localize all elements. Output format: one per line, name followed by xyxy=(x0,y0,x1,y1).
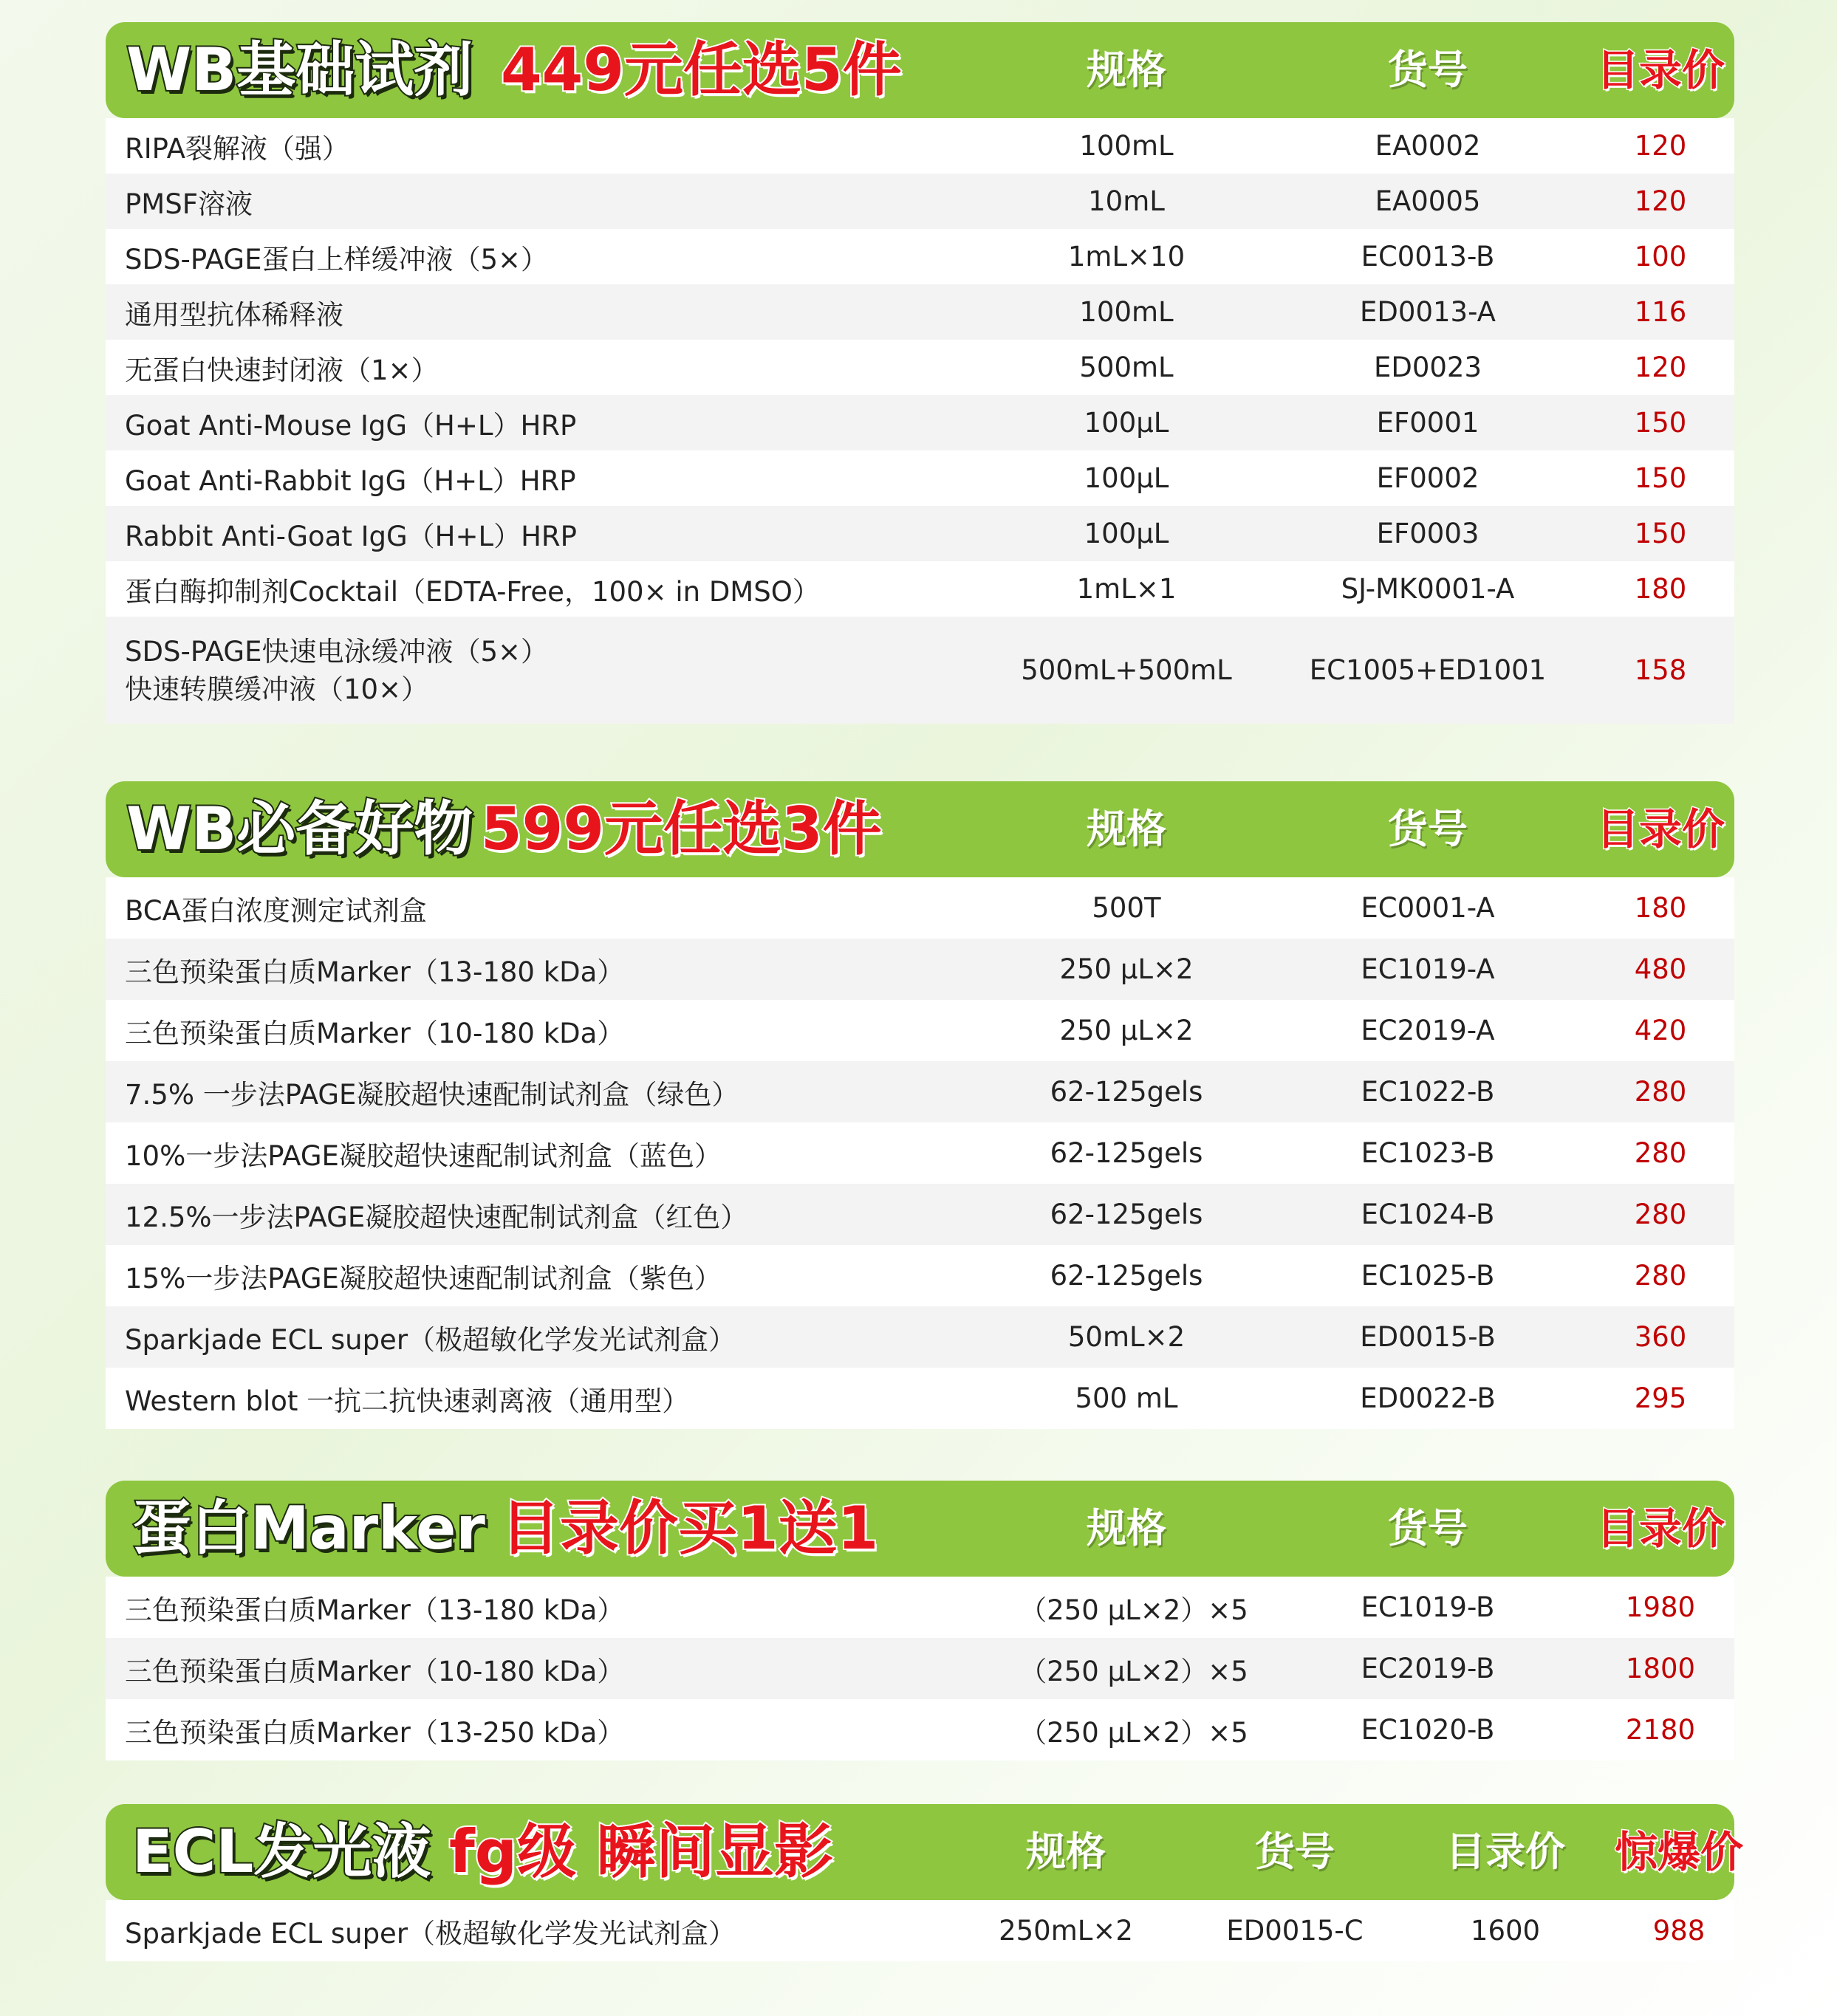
col-header-code: 货号 xyxy=(1388,1505,1468,1552)
product-name: 10%一步法PAGE凝胶超快速配制试剂盒（蓝色） xyxy=(125,1139,722,1172)
product-code: ED0023 xyxy=(1373,352,1482,383)
product-name: 三色预染蛋白质Marker（13-180 kDa） xyxy=(125,1594,625,1626)
table-row xyxy=(106,506,1734,561)
product-spec: （250 μL×2）×5 xyxy=(1019,1655,1248,1687)
product-name: Goat Anti-Mouse IgG（H+L）HRP xyxy=(125,409,577,442)
product-price: 295 xyxy=(1634,1382,1687,1414)
col-header-spec: 规格 xyxy=(1026,1828,1106,1875)
product-name: 15%一步法PAGE凝胶超快速配制试剂盒（紫色） xyxy=(125,1262,722,1295)
product-name-line-1: SDS-PAGE快速电泳缓冲液（5×） xyxy=(125,635,549,668)
product-price: 1980 xyxy=(1625,1591,1696,1623)
product-code: EC1022-B xyxy=(1361,1076,1495,1108)
product-name: PMSF溶液 xyxy=(125,188,253,220)
product-price: 120 xyxy=(1634,185,1687,217)
table-row xyxy=(106,1577,1734,1638)
product-price: 480 xyxy=(1634,953,1687,985)
product-price: 180 xyxy=(1634,892,1687,924)
product-spec: 500 mL xyxy=(1075,1382,1178,1414)
col-header-code: 货号 xyxy=(1388,47,1468,93)
product-code: EF0003 xyxy=(1376,518,1479,549)
col-header-spec: 规格 xyxy=(1087,806,1166,852)
section-ecl-substrate xyxy=(106,1804,1743,1961)
product-code: EC2019-B xyxy=(1361,1653,1495,1684)
product-price: 150 xyxy=(1634,407,1687,439)
section-title: 蛋白Marker xyxy=(132,1494,485,1563)
col-header-code: 货号 xyxy=(1255,1828,1335,1875)
product-spec: 500mL xyxy=(1079,352,1174,383)
table-row xyxy=(106,340,1734,395)
product-spec: 1mL×10 xyxy=(1067,241,1186,272)
table-row xyxy=(106,1061,1734,1122)
table-row xyxy=(106,395,1734,450)
table-row xyxy=(106,118,1734,174)
product-spec: 62-125gels xyxy=(1050,1199,1203,1230)
promo-text: fg级 瞬间显影 xyxy=(449,1817,833,1886)
product-table xyxy=(106,1900,1734,1961)
product-name: Western blot 一抗二抗快速剥离液（通用型） xyxy=(125,1385,690,1417)
section-header xyxy=(106,781,1734,877)
product-table xyxy=(106,1577,1734,1760)
table-row xyxy=(106,1000,1734,1061)
table-row xyxy=(106,617,1734,724)
product-spec: 10mL xyxy=(1088,185,1165,217)
section-title: ECL发光液 xyxy=(132,1817,431,1886)
product-price: 120 xyxy=(1634,130,1687,162)
section-header xyxy=(106,1481,1734,1577)
product-spec: 1mL×1 xyxy=(1076,573,1177,605)
product-code: EF0002 xyxy=(1376,462,1479,494)
product-name: BCA蛋白浓度测定试剂盒 xyxy=(125,894,427,927)
product-spec: 50mL×2 xyxy=(1067,1321,1186,1353)
product-name: 7.5% 一步法PAGE凝胶超快速配制试剂盒（绿色） xyxy=(125,1078,739,1111)
product-spec: 500T xyxy=(1092,892,1161,924)
table-row xyxy=(106,1245,1734,1306)
promo-text: 449元任选5件 xyxy=(501,35,902,104)
product-name: 三色预染蛋白质Marker（10-180 kDa） xyxy=(125,1655,625,1687)
product-price: 280 xyxy=(1634,1260,1687,1292)
product-spec: （250 μL×2）×5 xyxy=(1019,1716,1248,1749)
product-name: Sparkjade ECL super（极超敏化学发光试剂盒） xyxy=(125,1917,736,1950)
col-header-price: 目录价 xyxy=(1595,1504,1725,1554)
product-spec: 62-125gels xyxy=(1050,1076,1203,1108)
product-price: 1600 xyxy=(1470,1915,1541,1947)
product-code: EC0001-A xyxy=(1361,892,1495,924)
product-price: 360 xyxy=(1634,1321,1687,1353)
product-spec: 250mL×2 xyxy=(999,1915,1133,1947)
product-name: 三色预染蛋白质Marker（13-250 kDa） xyxy=(125,1716,625,1749)
product-code: EA0005 xyxy=(1375,185,1481,217)
section-title: WB基础试剂 xyxy=(126,35,473,104)
product-code: EC1023-B xyxy=(1361,1137,1495,1169)
product-price: 150 xyxy=(1634,518,1687,549)
product-spec: 250 μL×2 xyxy=(1059,953,1194,985)
product-price: 280 xyxy=(1634,1137,1687,1169)
section-header xyxy=(106,22,1734,118)
product-price: 280 xyxy=(1634,1199,1687,1230)
product-name: Sparkjade ECL super（极超敏化学发光试剂盒） xyxy=(125,1323,736,1356)
product-name xyxy=(125,617,548,724)
product-name: 三色预染蛋白质Marker（10-180 kDa） xyxy=(125,1017,625,1049)
product-code: ED0022-B xyxy=(1360,1382,1496,1414)
product-code: EC1019-B xyxy=(1361,1591,1495,1623)
product-spec: 100μL xyxy=(1084,407,1169,439)
product-name: 无蛋白快速封闭液（1×） xyxy=(125,354,439,386)
product-code: ED0015-C xyxy=(1226,1915,1364,1947)
product-code: SJ-MK0001-A xyxy=(1341,573,1515,605)
product-spec: 250 μL×2 xyxy=(1059,1015,1194,1046)
product-name-line-2: 快速转膜缓冲液（10×） xyxy=(125,673,429,705)
product-code: EC1005+ED1001 xyxy=(1309,654,1547,686)
product-spec: 62-125gels xyxy=(1050,1260,1203,1292)
promo-text: 599元任选3件 xyxy=(481,795,882,863)
product-code: EC1019-A xyxy=(1361,953,1495,985)
product-code: ED0013-A xyxy=(1360,296,1496,328)
promo-text: 目录价买1送1 xyxy=(501,1494,879,1563)
table-row xyxy=(106,1900,1734,1961)
table-row xyxy=(106,1184,1734,1245)
product-code: ED0015-B xyxy=(1360,1321,1496,1353)
product-spec: 100mL xyxy=(1079,130,1174,162)
table-row xyxy=(106,1638,1734,1699)
product-code: EC1024-B xyxy=(1361,1199,1495,1230)
product-price: 158 xyxy=(1634,654,1687,686)
col-header-price: 目录价 xyxy=(1595,45,1725,95)
table-row xyxy=(106,877,1734,939)
product-name: Rabbit Anti-Goat IgG（H+L）HRP xyxy=(125,520,577,552)
product-price: 100 xyxy=(1634,241,1687,272)
product-code: EA0002 xyxy=(1375,130,1481,162)
table-row xyxy=(106,174,1734,229)
col-header-deal-price: 惊爆价 xyxy=(1614,1827,1743,1877)
col-header-price: 目录价 xyxy=(1446,1828,1565,1875)
product-name: 蛋白酶抑制剂Cocktail（EDTA-Free，100× in DMSO） xyxy=(125,575,820,608)
col-header-code: 货号 xyxy=(1388,806,1468,852)
table-row xyxy=(106,1368,1734,1429)
product-spec: 100μL xyxy=(1084,518,1169,549)
product-spec: 62-125gels xyxy=(1050,1137,1203,1169)
product-price: 120 xyxy=(1634,352,1687,383)
product-name: 通用型抗体稀释液 xyxy=(125,298,343,331)
section-header xyxy=(106,1804,1743,1900)
section-protein-marker xyxy=(106,1481,1734,1760)
table-row xyxy=(106,1122,1734,1184)
product-spec: 100μL xyxy=(1084,462,1169,494)
table-row xyxy=(106,450,1734,506)
product-spec: 100mL xyxy=(1079,296,1174,328)
product-table xyxy=(106,877,1734,1429)
product-spec: 500mL+500mL xyxy=(1021,654,1232,686)
product-name: RIPA裂解液（强） xyxy=(125,132,349,165)
section-wb-basic-reagents xyxy=(106,22,1734,724)
section-title: WB必备好物 xyxy=(126,795,473,863)
table-row xyxy=(106,1699,1734,1760)
product-table xyxy=(106,118,1734,724)
product-price: 116 xyxy=(1634,296,1687,328)
product-price: 150 xyxy=(1634,462,1687,494)
product-price: 420 xyxy=(1634,1015,1687,1046)
col-header-price: 目录价 xyxy=(1595,804,1725,854)
product-price: 280 xyxy=(1634,1076,1687,1108)
col-header-spec: 规格 xyxy=(1087,1505,1166,1552)
product-price: 180 xyxy=(1634,573,1687,605)
col-header-spec: 规格 xyxy=(1087,47,1166,93)
table-row xyxy=(106,284,1734,340)
product-code: EF0001 xyxy=(1376,407,1479,439)
table-row xyxy=(106,229,1734,284)
product-price: 1800 xyxy=(1625,1653,1696,1684)
section-wb-essentials xyxy=(106,781,1734,1429)
product-code: EC1020-B xyxy=(1361,1714,1495,1746)
table-row xyxy=(106,1306,1734,1368)
product-deal-price: 988 xyxy=(1652,1915,1706,1947)
table-row xyxy=(106,939,1734,1000)
product-code: EC2019-A xyxy=(1361,1015,1495,1046)
product-name: Goat Anti-Rabbit IgG（H+L）HRP xyxy=(125,464,576,497)
product-name: SDS-PAGE蛋白上样缓冲液（5×） xyxy=(125,243,549,275)
product-price: 2180 xyxy=(1625,1714,1696,1746)
table-row xyxy=(106,561,1734,617)
product-spec: （250 μL×2）×5 xyxy=(1019,1594,1248,1626)
product-code: EC1025-B xyxy=(1361,1260,1495,1292)
product-name: 三色预染蛋白质Marker（13-180 kDa） xyxy=(125,956,625,988)
product-name: 12.5%一步法PAGE凝胶超快速配制试剂盒（红色） xyxy=(125,1201,748,1233)
product-code: EC0013-B xyxy=(1361,241,1495,272)
